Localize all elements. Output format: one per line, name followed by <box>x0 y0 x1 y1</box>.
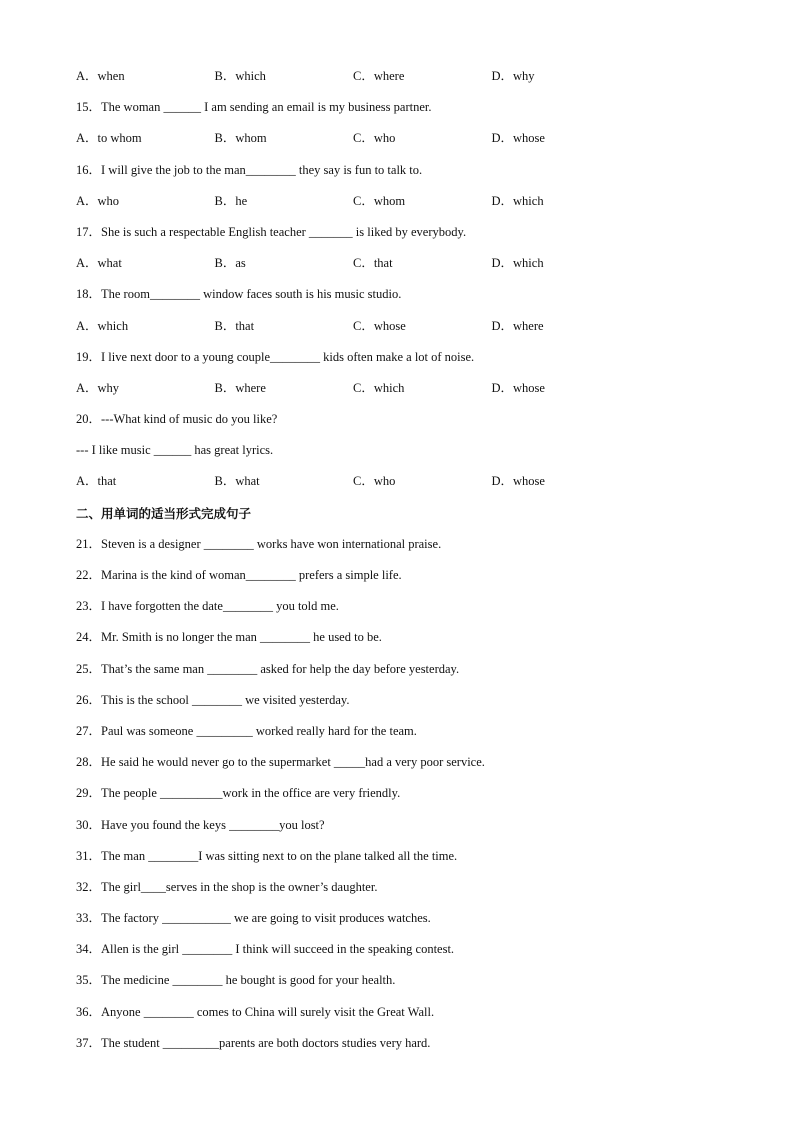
sentence-33: 33．The factory ___________ we are going to visit produces watches. <box>76 911 431 926</box>
sentence-29: 29．The people __________work in the office are very friendly. <box>76 786 401 801</box>
sentence-35: 35．The medicine ________ he bought is good for your health. <box>76 973 396 988</box>
sentence-23: 23．I have forgotten the date________ you told me. <box>76 599 339 614</box>
option-a: A．to whom <box>76 131 142 146</box>
question-20: 20．---What kind of music do you like? <box>76 412 278 427</box>
question-20-reply: --- I like music ______ has great lyrics. <box>76 443 274 458</box>
options-row-14 <box>76 67 736 98</box>
option-a: A．who <box>76 193 120 208</box>
section-title: 二、用单词的适当形式完成句子 <box>76 505 252 521</box>
exercise-content <box>76 67 736 1065</box>
option-d: D．why <box>491 69 535 83</box>
option-b: B．which <box>214 69 266 83</box>
sentence-36: 36．Anyone ________ comes to China will surely visit the Great Wall. <box>76 1004 435 1019</box>
option-c: C．who <box>353 131 396 146</box>
options-row-17 <box>76 254 736 285</box>
sentence-34: 34．Allen is the girl ________ I think will succeed in the speaking contest. <box>76 942 455 957</box>
option-d: D．which <box>491 193 544 208</box>
option-b: B．where <box>214 380 266 395</box>
option-d: D．whose <box>491 131 545 146</box>
sentence-32: 32．The girl____serves in the shop is the owner’s daughter. <box>76 879 378 894</box>
option-a: A．when <box>76 69 125 83</box>
sentence-21: 21．Steven is a designer ________ works have won international praise. <box>76 536 442 551</box>
option-a: A．why <box>76 380 120 395</box>
option-c: C．who <box>353 474 396 489</box>
question-16: 16．I will give the job to the man________ they say is fun to talk to. <box>76 162 423 177</box>
options-row-19 <box>76 379 736 410</box>
sentence-30: 30．Have you found the keys ________you lost? <box>76 817 325 832</box>
options-row-15 <box>76 129 736 160</box>
sentence-22: 22．Marina is the kind of woman________ prefers a simple life. <box>76 568 402 582</box>
option-c: C．that <box>353 256 393 271</box>
option-a: A．which <box>76 318 129 333</box>
option-c: C．whose <box>353 318 406 333</box>
option-d: D．whose <box>491 380 545 395</box>
option-a: A．that <box>76 474 117 489</box>
sentence-28: 28．He said he would never go to the supermarket _____had a very poor service. <box>76 755 485 770</box>
option-c: C．where <box>353 69 405 83</box>
option-b: B．as <box>214 256 246 271</box>
question-18: 18．The room________ window faces south is his music studio. <box>76 287 402 302</box>
option-d: D．whose <box>491 474 545 489</box>
question-19: 19．I live next door to a young couple________ kids often make a lot of noise. <box>76 349 475 364</box>
sentence-26: 26．This is the school ________ we visited yesterday. <box>76 692 350 707</box>
sentence-31: 31．The man ________I was sitting next to on the plane talked all the time. <box>76 848 458 863</box>
sentence-24: 24．Mr. Smith is no longer the man ________ he used to be. <box>76 630 382 645</box>
sentence-25: 25．That’s the same man ________ asked for help the day before yesterday. <box>76 661 460 676</box>
sentence-27: 27．Paul was someone _________ worked really hard for the team. <box>76 723 417 738</box>
options-row-20 <box>76 472 736 503</box>
option-a: A．what <box>76 256 122 271</box>
option-d: D．where <box>491 318 544 333</box>
option-c: C．which <box>353 380 405 395</box>
option-d: D．which <box>491 256 544 271</box>
question-17: 17．She is such a respectable English teacher _______ is liked by everybody. <box>76 224 467 239</box>
question-15: 15．The woman ______ I am sending an email is my business partner. <box>76 100 432 115</box>
sentence-37: 37．The student _________parents are both doctors studies very hard. <box>76 1035 431 1050</box>
option-c: C．whom <box>353 193 406 208</box>
option-b: B．that <box>214 318 255 333</box>
option-b: B．what <box>214 474 260 489</box>
options-row-18 <box>76 317 736 348</box>
option-b: B．he <box>214 193 248 208</box>
option-b: B．whom <box>214 131 267 146</box>
options-row-16 <box>76 192 736 223</box>
